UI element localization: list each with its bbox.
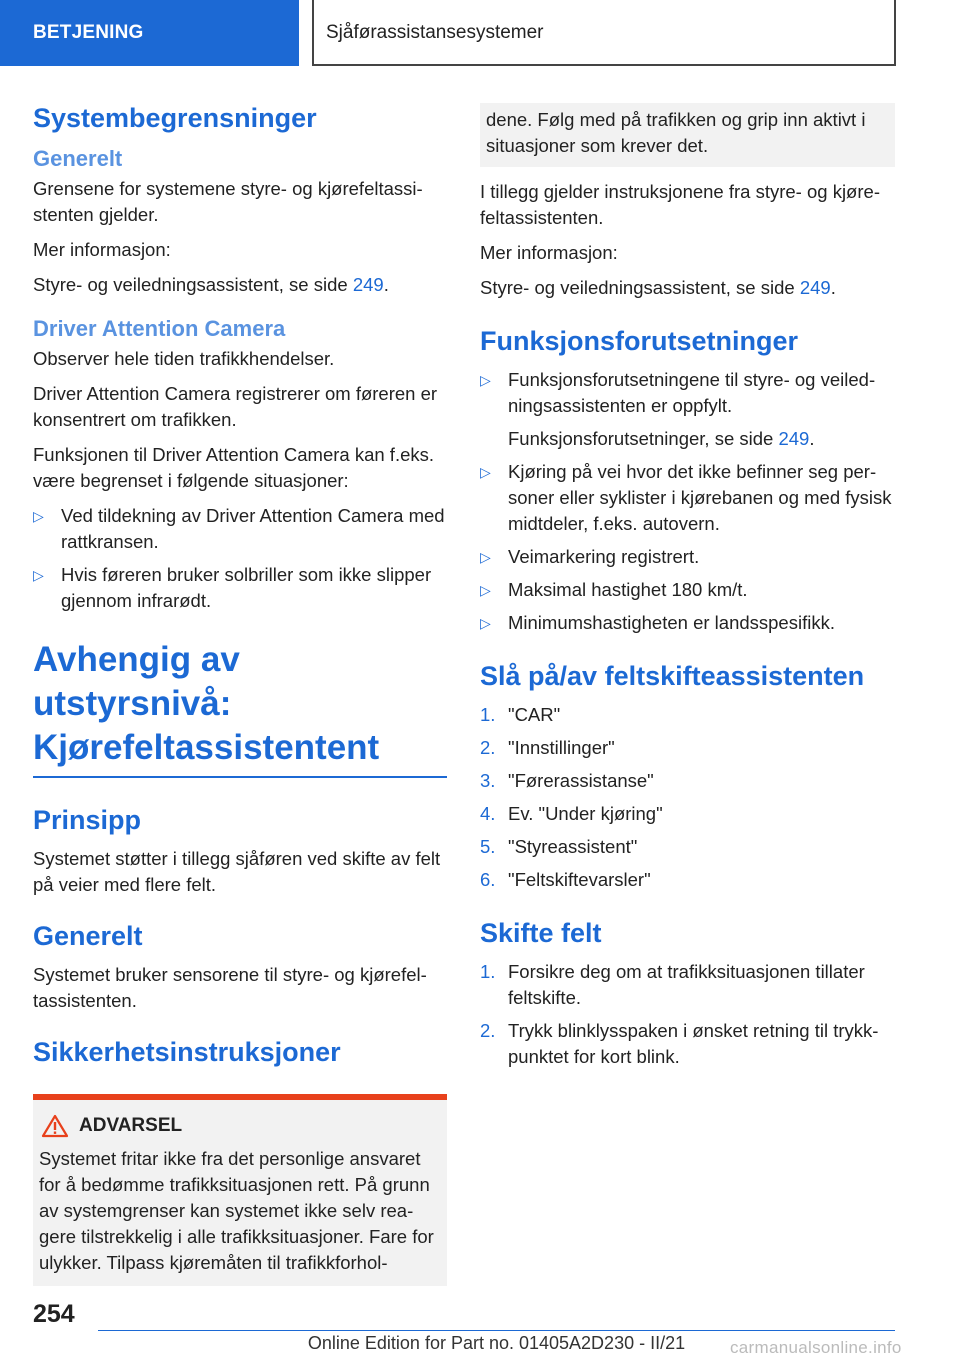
reference-text: Funksjonsforutsetninger, se side (508, 428, 779, 449)
reference-line (33, 272, 447, 298)
triangle-bullet-icon: ▷ (480, 549, 491, 565)
step-item: 3. "Førerassistanse" (480, 770, 654, 791)
reference-line (508, 426, 895, 452)
bullet-list (480, 367, 895, 636)
main-heading: Avhengig av utstyrsnivå: Kjørefeltassistentent (33, 638, 447, 778)
bullet-list (33, 503, 447, 614)
step-item: 1. Forsikre deg om at trafikksituasjonen tillater feltskifte. (480, 961, 865, 1008)
triangle-bullet-icon: ▷ (480, 464, 491, 480)
heading-skifte-felt: Skifte felt (480, 918, 602, 948)
warning-header (39, 1112, 441, 1140)
step-item: 2. "Innstillinger" (480, 737, 615, 758)
reference-text: Styre- og veiledningsassistent, se side (480, 277, 800, 298)
footer-divider (98, 1330, 895, 1331)
numbered-list (480, 959, 895, 1070)
heading-generelt-2: Generelt (33, 921, 143, 951)
heading-systembegrensninger: Systembegrensninger (33, 103, 317, 133)
list-item: ▷ Minimumshastigheten er landsspesifikk. (480, 610, 895, 636)
triangle-bullet-icon: ▷ (33, 508, 44, 524)
step-item: 1. "CAR" (480, 704, 561, 725)
paragraph: Systemet bruker sensorene til styre- og kjørefeltassistenten. (33, 964, 427, 1011)
paragraph: Grensene for systemene styre- og kjørefeltassistenten gjelder. (33, 178, 423, 225)
paragraph: I tillegg gjelder instruksjonene fra styre- og kjørefeltassistenten. (480, 181, 880, 228)
reference-end: . (809, 428, 815, 449)
reference-line (480, 275, 895, 301)
triangle-bullet-icon: ▷ (33, 567, 44, 583)
paragraph: Mer informasjon: (33, 239, 171, 260)
reference-text: Styre- og veiledningsassistent, se side (33, 274, 353, 295)
watermark: carmanualsonline.info (730, 1338, 902, 1357)
heading-slaa-paa-av: Slå på/av feltskifteassistenten (480, 661, 865, 691)
list-item: ▷ Funksjonsforutsetningene til styre- og veiledningsassistenten er oppfylt. Funksjonsforutsetninger, se side 249. (480, 367, 895, 452)
page-link[interactable]: 249 (352, 274, 384, 295)
warning-triangle-icon (41, 1114, 69, 1138)
heading-driver-attention-camera: Driver Attention Camera (33, 316, 286, 341)
step-item: 4. Ev. "Under kjøring" (480, 803, 663, 824)
warning-text-continued: dene. Følg med på trafikken og grip inn aktivt i situasjoner som krever det. (486, 109, 866, 156)
step-item: 6. "Feltskiftevarsler" (480, 869, 651, 890)
left-column (33, 98, 447, 1286)
paragraph: Systemet støtter i tillegg sjåføren ved skifte av felt på veier med flere felt. (33, 848, 441, 895)
paragraph: Observer hele tiden trafikkhendelser. (33, 348, 335, 369)
heading-prinsipp: Prinsipp (33, 805, 142, 835)
list-item: ▷ Maksimal hastighet 180 km/t. (480, 577, 895, 603)
list-item: ▷ Veimarkering registrert. (480, 544, 895, 570)
warning-box-continued (480, 103, 895, 167)
warning-label: ADVARSEL (79, 1115, 183, 1136)
reference-end: . (383, 274, 389, 295)
triangle-bullet-icon: ▷ (480, 582, 491, 598)
numbered-list (480, 702, 895, 893)
footer-edition: Online Edition for Part no. 01405A2D230 - II/21 (307, 1333, 686, 1353)
list-item: ▷ Hvis føreren bruker solbriller som ikke slipper gjennom infrarødt. (33, 564, 432, 611)
page-link[interactable]: 249 (799, 277, 831, 298)
chapter-title: Sjåførassistansesystemer (312, 0, 896, 66)
warning-box (33, 1094, 447, 1286)
triangle-bullet-icon: ▷ (480, 372, 491, 388)
right-column (480, 103, 895, 1078)
step-item: 5. "Styreassistent" (480, 836, 638, 857)
warning-text: Systemet fritar ikke fra det personlige ansvaret for å bedømme trafikksituasjonen rett. På grunn av systemgrenser kan systemet ikke selv reagere tilstrekkelig i alle trafikksituasjoner. Fare for ulykker. Tilpass kjøremåten til trafikkforhol- (39, 1148, 434, 1273)
paragraph: Driver Attention Camera registrerer om føreren er konsentrert om trafikken. (33, 383, 438, 430)
heading-sikkerhetsinstruksjoner: Sikkerhetsinstruksjoner (33, 1037, 341, 1067)
paragraph: Funksjonen til Driver Attention Camera kan f.eks. være begrenset i følgende situasjoner: (33, 444, 435, 491)
list-item: ▷ Ved tildekning av Driver Attention Camera med rattkransen. (33, 505, 445, 552)
triangle-bullet-icon: ▷ (480, 615, 491, 631)
page-number: 254 (33, 1300, 75, 1328)
page-header (0, 0, 960, 66)
heading-funksjonsforutsetninger: Funksjonsforutsetninger (480, 326, 799, 356)
paragraph: Mer informasjon: (480, 242, 618, 263)
heading-generelt: Generelt (33, 146, 123, 171)
reference-end: . (830, 277, 836, 298)
step-item: 2. Trykk blinklysspaken i ønsket retning til trykkpunktet for kort blink. (480, 1020, 879, 1067)
list-item: ▷ Kjøring på vei hvor det ikke befinner seg personer eller syklister i kjørebanen og med fysisk midtdeler, f.eks. autovern. (480, 461, 892, 534)
section-tab: BETJENING (0, 0, 299, 66)
page-link[interactable]: 249 (778, 428, 810, 449)
